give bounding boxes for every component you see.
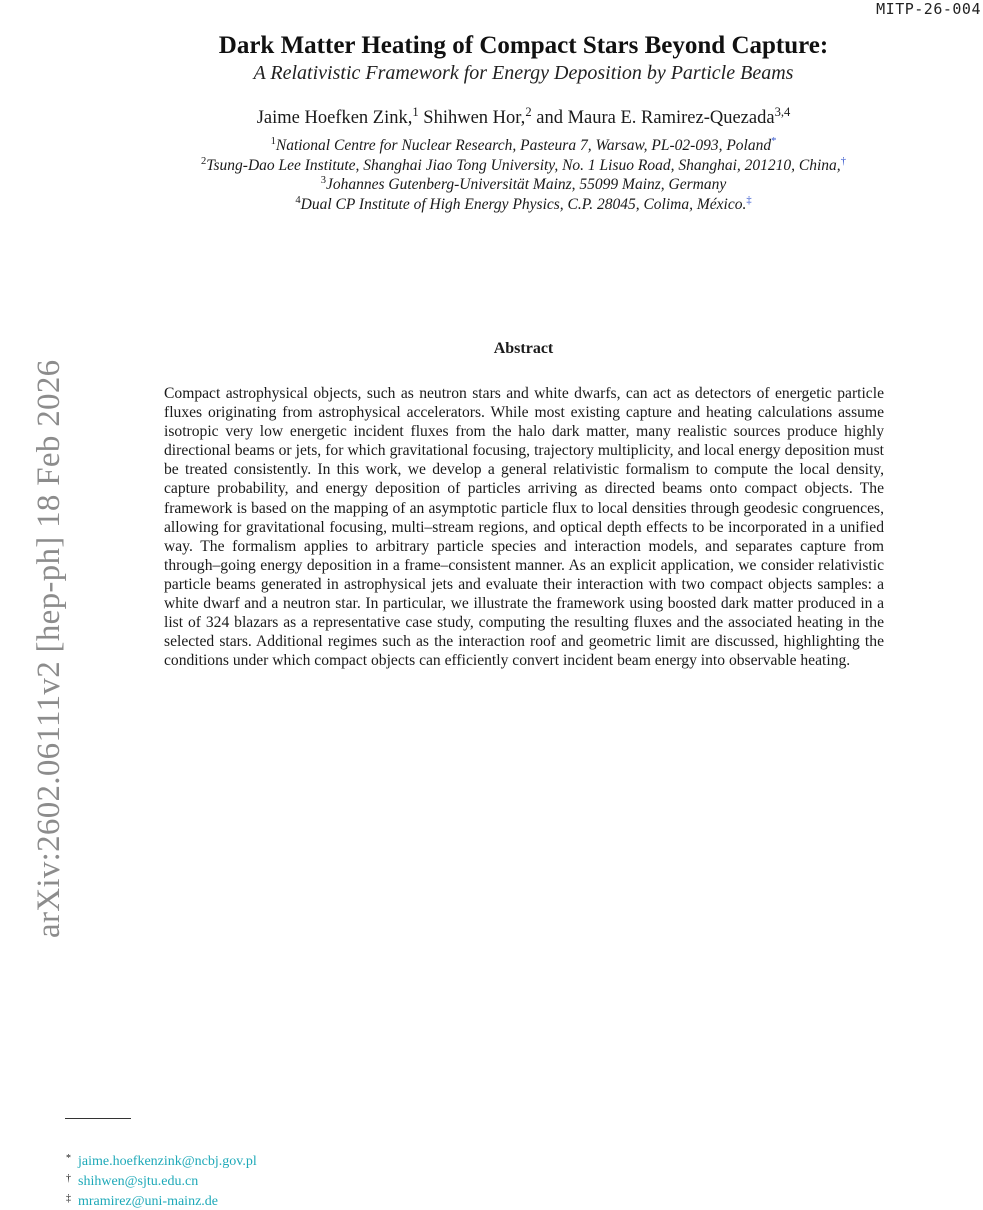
footnote-2-mark: † <box>66 1173 71 1184</box>
footnote-link-1[interactable]: * <box>771 135 777 147</box>
author-1 <box>256 104 419 128</box>
footnote-list <box>66 1150 257 1210</box>
author-2 <box>418 104 532 128</box>
report-number: MITP-26-004 <box>876 0 981 18</box>
affiliation-list <box>0 136 983 214</box>
affiliation-3-number: 3 <box>320 174 327 186</box>
abstract-body: Compact astrophysical objects, such as neutron stars and white dwarfs, can act as detectors of energetic particle fluxes originating from astrophysical accelerators. While most existing capture and heating calculations assume isotropic very low energetic incident fluxes from the halo dark matter, many realistic sources produce highly directional beams or jets, for which gravitational focusing, trajectory multiplicity, and local energy deposition must be treated consistently. In this work, we develop a general relativistic formalism to compute the local density, capture probability, and energy deposition of particles arriving as directed beams onto compact objects. The framework is based on the mapping of an asymptotic particle flux to local densities through geodesic congruences, allowing for gravitational focusing, multi–stream regions, and optical depth effects to be incorporated in a unified way. The formalism applies to arbitrary particle species and interaction models, and separates capture from through–going energy deposition in a frame–consistent manner. As an explicit application, we consider relativistic particle beams generated in astrophysical jets and evaluate their interaction with two compact objects samples: a white dwarf and a neutron star. In particular, we illustrate the framework using boosted dark matter produced in a list of 324 blazars as a representative case study, computing the resulting fluxes and the associated heating in the selected stars. Additional regimes such as the interaction roof and geometric limit are discussed, highlighting the conditions under which compact objects can efficiently convert incident beam energy into observable heating. <box>164 385 884 670</box>
affiliation-1-text: National Centre for Nuclear Research, Pasteura 7, Warsaw, PL-02-093, Poland <box>275 137 772 154</box>
author-3-name: and Maura E. Ramirez-Quezada <box>531 108 775 128</box>
affiliation-3-text: Johannes Gutenberg-Universität Mainz, 55099 Mainz, Germany <box>326 176 727 193</box>
footnote-divider <box>65 1118 131 1119</box>
email-link-ramirez[interactable]: mramirez@uni-mainz.de <box>78 1194 218 1209</box>
email-link-hoefkenzink[interactable]: jaime.hoefkenzink@ncbj.gov.pl <box>78 1154 257 1169</box>
footnote-2 <box>66 1170 257 1190</box>
author-2-name: Shihwen Hor, <box>418 108 526 128</box>
author-list <box>0 104 983 129</box>
affiliation-3 <box>0 175 983 195</box>
paper-subtitle: A Relativistic Framework for Energy Deposition by Particle Beams <box>253 62 794 84</box>
footnote-3 <box>66 1190 257 1210</box>
footnote-link-2[interactable]: † <box>840 155 846 167</box>
author-1-affil: 1 <box>412 104 419 119</box>
affiliation-4-number: 4 <box>295 194 301 206</box>
abstract-heading: Abstract <box>493 340 554 357</box>
affiliation-2-number: 2 <box>201 155 207 167</box>
affiliation-2-text: Tsung-Dao Lee Institute, Shanghai Jiao Tong University, No. 1 Lisuo Road, Shanghai, 201210, China, <box>206 156 841 174</box>
paper-title: Dark Matter Heating of Compact Stars Beyond Capture: <box>218 32 829 59</box>
footnote-3-mark: ‡ <box>66 1193 71 1204</box>
author-3 <box>531 104 791 128</box>
affiliation-4 <box>0 195 983 215</box>
footnote-1 <box>66 1150 257 1170</box>
author-2-affil: 2 <box>525 104 532 119</box>
affiliation-1 <box>0 136 983 156</box>
email-link-hor[interactable]: shihwen@sjtu.edu.cn <box>78 1174 199 1189</box>
affiliation-4-text: Dual CP Institute of High Energy Physics, C.P. 28045, Colima, México. <box>300 195 747 213</box>
author-1-name: Jaime Hoefken Zink, <box>256 108 413 128</box>
arxiv-identifier[interactable]: arXiv:2602.06111v2 [hep-ph] 18 Feb 2026 <box>31 359 67 938</box>
affiliation-2 <box>0 156 983 176</box>
footnote-1-mark: * <box>66 1153 71 1164</box>
author-3-affil: 3,4 <box>774 104 791 119</box>
footnote-link-3[interactable]: ‡ <box>746 194 752 206</box>
affiliation-1-number: 1 <box>270 135 276 147</box>
